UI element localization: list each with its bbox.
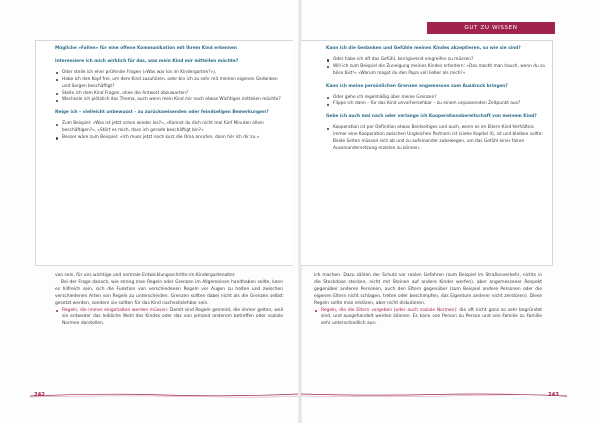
section-tab: GUT ZU WISSEN bbox=[427, 22, 555, 34]
footer-wave-right bbox=[301, 391, 567, 399]
box-bullet: Oder gehe ich regelmäßig über meine Grenzen? bbox=[326, 95, 548, 102]
box-question: Kann ich meine persönlichen Grenzen angemessen zum Ausdruck bringen? bbox=[326, 83, 508, 89]
footer-wave-left bbox=[30, 391, 298, 399]
body-paragraph: Bei der Frage danach, wie streng man Regeln oder Grenzen im Allgemeinen handhaben sollte, kann es hilfreich sein, sich die Funktion von verschiedenen Regeln vor Augen zu halten und zwischen verschiedenen Arten von Regeln zu unterscheiden. Grenzen sollten dabei nicht als die Grenzen selbst gesetzt werden, sondern sie sollten für das Kind nachvollziehbar sein. bbox=[55, 279, 283, 306]
box-bullet: Zum Beispiel: »Was ist jetzt schon wieder los?«, »Kannst du dich nicht mal fünf Minuten allein beschäftigen?«, »Stört es mich, dass ich gerade beschäftigt bin?« bbox=[55, 121, 285, 135]
page-number-right: 243 bbox=[548, 392, 559, 398]
box-question: Gebe ich auch mal nach oder verlange ich Kooperationsbereitschaft von meinem Kind? bbox=[326, 114, 537, 120]
box-right-group-0 bbox=[326, 46, 548, 78]
page-number-left: 242 bbox=[34, 392, 45, 398]
box-bullet: Besser wäre zum Beispiel: »Ich muss jetzt noch kurz die Oma anrufen, dann hör ich dir zu.« bbox=[55, 135, 285, 142]
body-text-left bbox=[55, 273, 283, 328]
body-paragraph: ich machen. Dazu zählen der Schutz vor realen Gefahren (zum Beispiel im Straßenverkehr, nichts in die Steckdose stecken, nicht mit Steinen auf andere Kinder werfen), aber angemessener Respekt gegenüber anderen Personen, auch den Eltern gegenüber (zum Beispiel andere Personen oder die eigenen Eltern nicht schlagen, treten oder beschimpfen, das Eigentum anderer nicht zerstören). Diese Regeln sollte man erklären, aber nicht diskutieren. bbox=[314, 273, 542, 306]
box-bullet: Flippe ich dann – für das Kind unvorhersehbar – zu einem unpassenden Zeitpunkt aus? bbox=[326, 101, 548, 108]
info-box-left-content bbox=[55, 46, 285, 148]
body-bullet bbox=[55, 308, 283, 329]
box-bullet: Wechsele ich plötzlich das Thema, auch wenn mein Kind mir noch etwas Wichtiges mitteilen möchte? bbox=[55, 97, 285, 104]
body-bullet bbox=[314, 308, 542, 329]
info-box-right-content bbox=[326, 46, 548, 159]
body-paragraph: von sein, für uns wichtige und normale Entwicklungsschritte im Kindergartenalter. bbox=[55, 273, 236, 278]
box-bullet: Oder habe ich oft das Gefühl, korrigierend eingreifen zu müssen? bbox=[326, 57, 548, 64]
box-question: Kann ich die Gedanken und Gefühle meines Kindes akzeptieren, so wie sie sind? bbox=[326, 46, 521, 51]
box-left-group-0 bbox=[55, 46, 285, 53]
box-bullet: Stelle ich dem Kind Fragen, ohne die Antwort abzuwarten? bbox=[55, 91, 285, 98]
box-left-group-1 bbox=[55, 59, 285, 104]
box-question: Mögliche »Fallen« für eine offene Kommunikation mit Ihrem Kind erkennen bbox=[55, 46, 237, 51]
box-right-group-1 bbox=[326, 84, 548, 109]
bullet-text: Damit sind Regeln gemeint, die immer gelten, weil sie entweder das leibliche Wohl des Kindes oder das von jemand anderem betreffen oder soziale Normen darstellen. bbox=[62, 307, 284, 327]
bullet-highlight: Regeln, die immer eingehalten werden müssen: bbox=[62, 307, 169, 313]
box-bullet: Habe ich den Kopf frei, um dem Kind zuzuhören, oder bin ich zu sehr mit meinen eigenen Gedanken und Sorgen beschäftigt? bbox=[55, 77, 285, 91]
box-bullet: Oder stelle ich eher prüfende Fragen (»Was war los im Kindergarten?«), bbox=[55, 70, 285, 77]
body-text-right bbox=[314, 273, 542, 328]
bullet-text: die oft nicht ganz so sehr begründet sind, und ausgehandelt werden können. Es kann von Person zu Person und von Familie zu Familie sehr unterschiedlich aus- bbox=[321, 307, 542, 327]
box-question: Interessiere ich mich wirklich für das, was mein Kind mir mitteilen möchte? bbox=[55, 58, 239, 64]
box-bullet: Will ich zum Beispiel die Zuneigung meines Kindes erfordern: »Das macht man hauch, wenn du so böse bist!« »Warum magst du den Papa voll lieber als mich?« bbox=[326, 64, 548, 78]
box-left-group-2 bbox=[55, 110, 285, 142]
box-question: Neige ich – vielleicht unbewusst – zu zurückweisenden oder feindseligen Bemerkungen? bbox=[55, 110, 269, 116]
box-right-group-2 bbox=[326, 114, 548, 153]
box-bullet: Kooperation ist per Definition etwas Beidseitiges und auch, wenn es im Eltern-Kind-Verhältnis immer eine Kooperation zwischen Ungleichen Partnern ist (siehe Kapitel 4), ist und bleiben sollte: Beide Seiten müssen sich ab und zu aufeinander zubewegen, um das Gefühl einer fairen Auseinandersetzung erzielen zu können. bbox=[326, 125, 548, 153]
bullet-highlight: Regeln, die die Eltern vorgeben (oder auch soziale Normen): bbox=[321, 307, 458, 313]
